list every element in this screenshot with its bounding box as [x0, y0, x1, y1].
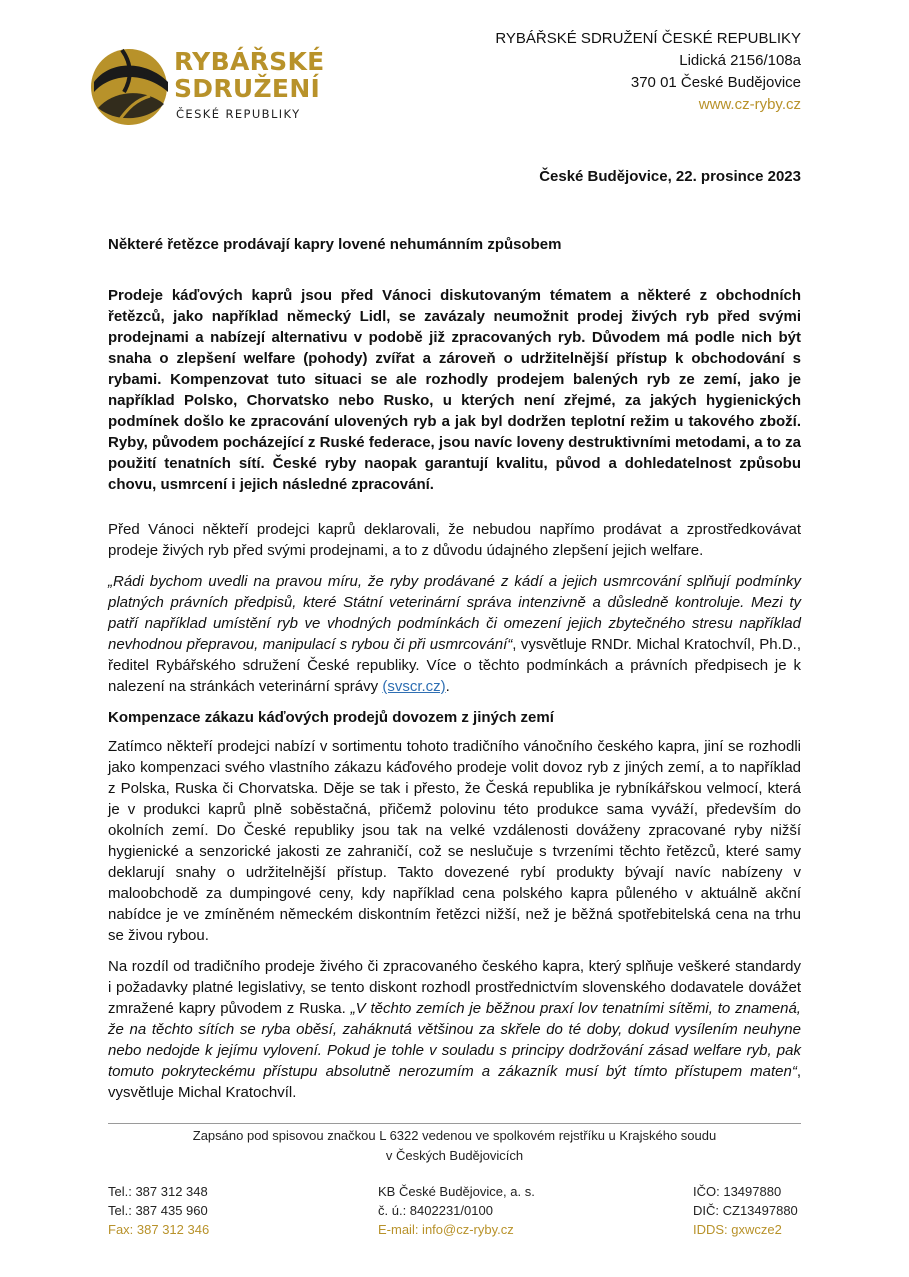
registration-line-1: Zapsáno pod spisovou značkou L 6322 vedenou ve spolkovém rejstříku u Krajského soudu [192, 1128, 717, 1143]
footer-ico: IČO: 13497880 [693, 1184, 782, 1199]
quote-kratochvil-1: „Rádi bychom uvedli na pravou míru, že ryby prodávané z kádí a jejich usmrcování splňují podmínky platných právních předpisů, které Státní veterinární správa intenzivně a důsledně kontroluje. Mezi ty patří například umístění ryb ve vhodných podmínkách či omezení jejich zbytečného stresu například nevhodnou přepravou, manipulací s rybou či při usmrcování“ [108, 573, 801, 653]
article-title: Některé řetězce prodávají kapry lovené nehumánním způsobem [108, 236, 562, 253]
document-date: České Budějovice, 22. prosince 2023 [539, 168, 801, 185]
organization-address-block [495, 28, 801, 116]
article-paragraph-2 [108, 571, 801, 697]
logo-text-line1: RYBÁŘSKÉ [174, 47, 325, 76]
footer-account: č. ú.: 8402231/0100 [378, 1203, 493, 1218]
footer-email-link[interactable]: E-mail: info@cz-ryby.cz [378, 1222, 514, 1237]
footer-divider [108, 1123, 801, 1124]
footer-bank: KB České Budějovice, a. s. [378, 1184, 535, 1199]
article-body [108, 234, 801, 1113]
logo-text-line3: ČESKÉ REPUBLIKY [176, 107, 301, 121]
footer-tel-1: Tel.: 387 312 348 [108, 1184, 208, 1199]
article-paragraph-1: Před Vánoci někteří prodejci kaprů deklarovali, že nebudou napřímo prodávat a zprostředkovávat prodeje živých ryb před svými prodejnami, a to z důvodu údajného zlepšení jejich welfare. [108, 521, 801, 559]
footer-id-column [693, 1182, 798, 1239]
section-heading: Kompenzace zákazu káďových prodejů dovozem z jiných zemí [108, 709, 554, 726]
fish-emblem-icon [88, 42, 172, 132]
footer-bank-column [378, 1182, 535, 1239]
logo-text-line2: SDRUŽENÍ [174, 74, 321, 103]
article-paragraph-3: Zatímco někteří prodejci nabízí v sortimentu tohoto tradičního vánočního českého kapra, jiní se rozhodli jako kompenzaci svého vlastního zákazu káďového prodeje volit dovoz ryb z jiných zemí, a to například z Polska, Ruska či Chorvatska. Děje se tak i přesto, že Česká republika je rybníkářskou velmocí, která je v produkci kaprů plně soběstačná, přičemž polovinu této produkce sama vyváží, především do okolních zemí. Do České republiky jsou tak na velké vzdálenosti dováženy zpracované ryby nižší hygienické a senzorické jakosti ze zahraničí, což se neslučuje s tvrzeními těchto řetězců, které samy deklarují snahy o udržitelnější přístup. Takto dovezené rybí produkty bývají navíc nabízeny v maloobchodě za dumpingové ceny, kdy například cena polského kapra půleného v aktuálně akční nabídce je ve zmíněném německém diskontním řetězci nižší, než je běžná spotřebitelská cena na trhu se živou rybou. [108, 738, 801, 944]
article-paragraph-4 [108, 956, 801, 1103]
organization-name: RYBÁŘSKÉ SDRUŽENÍ ČESKÉ REPUBLIKY [495, 30, 801, 47]
organization-website-link[interactable]: www.cz-ryby.cz [698, 96, 801, 113]
paragraph-4-end: , vysvětluje Michal Kratochvíl. [108, 1063, 801, 1101]
footer-phone-column [108, 1182, 209, 1239]
paragraph-2-text: , vysvětluje RNDr. Michal Kratochvíl, Ph.D., ředitel Rybářského sdružení České republiky. Více o těchto podmínkách a právních předpisech je k nalezení na stránkách veterinární správy [108, 636, 801, 695]
footer-tel-2: Tel.: 387 435 960 [108, 1203, 208, 1218]
paragraph-4-start: Na rozdíl od tradičního prodeje živého či zpracovaného českého kapra, který splňuje veškeré standardy i požadavky platné legislativy, se tento diskont rozhodl prostřednictvím slovenského dodavatele dovážet zmražené kapry původem z Ruska. [108, 958, 801, 1017]
registration-line-2: v Českých Budějovicích [385, 1148, 524, 1163]
organization-street: Lidická 2156/108a [679, 52, 801, 69]
footer-idds: IDDS: gxwcze2 [693, 1222, 782, 1237]
organization-city: 370 01 České Budějovice [630, 74, 801, 91]
organization-logo [88, 42, 325, 132]
footer-registration [108, 1126, 801, 1166]
footer-dic: DIČ: CZ13497880 [693, 1203, 798, 1218]
article-lead: Prodeje káďových kaprů jsou před Vánoci diskutovaným tématem a některé z obchodních řetězců, jako například německý Lidl, se zavázaly neumožnit prodej živých ryb před svými prodejnami a nabízejí alternativu v podobě již zpracovaných ryb. Důvodem má podle nich být snaha o zlepšení welfare (pohody) zvířat a zároveň o udržitelnější přístup k obchodování s rybami. Kompenzovat tuto situaci se ale rozhodly prodejem balených ryb ze zemí, jako je například Polsko, Chorvatsko nebo Rusko, u kterých není zřejmé, za jakých hygienických podmínek došlo ke zpracování ulovených ryb a jak byl dodržen teplotní režim u takového zboží. Ryby, původem pocházející z Ruské federace, jsou navíc loveny destruktivními metodami, a to za použití tenatních sítí. České ryby naopak garantují kvalitu, původ a dohledatelnost způsobu chovu, usmrcení i jejich následné zpracování. [108, 287, 801, 493]
svscr-link[interactable]: (svscr.cz) [382, 678, 446, 695]
paragraph-2-end: . [445, 678, 450, 695]
footer-fax: Fax: 387 312 346 [108, 1222, 210, 1237]
quote-kratochvil-2: „V těchto zemích je běžnou praxí lov tenatními sítěmi, to znamená, že na těchto sítích se ryba oběsí, zaháknutá většinou za skřele do té doby, dokud vysílením neuhyne nebo nedojde k jejímu vylovení. Pokud je tohle v souladu s principy dodržování zásad welfare ryb, pak tomuto pokryteckému přístupu absolutně nerozumím a zákazník musí být tímto přístupem maten“ [108, 1000, 801, 1080]
